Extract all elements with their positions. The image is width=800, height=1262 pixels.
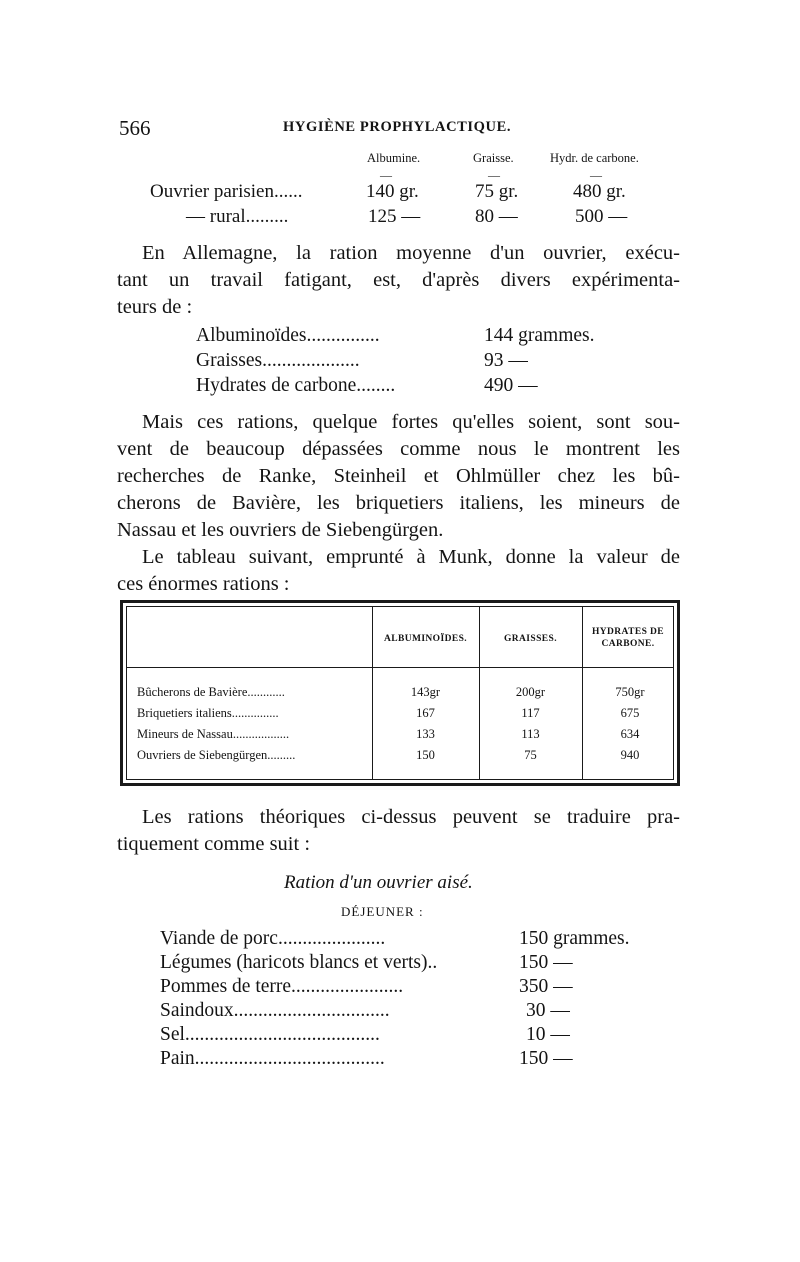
table-row-label: Briquetiers italiens............... — [137, 706, 279, 720]
list-item-label: Albuminoïdes............... — [196, 325, 380, 346]
table-cell: 940 — [620, 748, 640, 762]
list-item-value: 150 — — [519, 1048, 573, 1069]
list-item-label: Saindoux................................ — [160, 1000, 390, 1021]
table-cell: 133 — [416, 727, 435, 741]
paragraph: Mais ces rations, quelque fortes qu'elles soient, sont sou- vent de beaucoup dépassées comme nous le montrent les recherches de Ranke, Steinheil et Ohlmüller chez les bû- cherons de Bavière, les briquetiers italiens, les mineurs de Nassau et les ouvriers de Siebengürgen. — [117, 411, 680, 541]
table-cell: 75 — [524, 748, 537, 762]
list-item-label: Viande de porc...................... — [160, 928, 386, 949]
table-row-label: Bûcherons de Bavière............ — [137, 685, 285, 699]
list-item-value: 144 grammes. — [484, 325, 595, 346]
list-item-value: 490 — — [484, 375, 538, 396]
paragraph: Les rations théoriques ci-dessus peuvent se traduire pra- tiquement comme suit : — [117, 806, 680, 855]
table-cell: 125 — — [368, 206, 421, 227]
list-item-label: Pain....................................... — [160, 1048, 385, 1069]
table-row-label: Ouvrier parisien...... — [150, 181, 303, 202]
table-cell: 750gr — [615, 685, 645, 699]
running-title: HYGIÈNE PROPHYLACTIQUE. — [283, 119, 512, 135]
list-item-label: Graisses.................... — [196, 350, 360, 371]
paragraph: Le tableau suivant, emprunté à Munk, donne la valeur de ces énormes rations : — [117, 546, 680, 595]
ration-title: Ration d'un ouvrier aisé. — [284, 872, 473, 893]
table-row-label: Ouvriers de Siebengürgen......... — [137, 748, 296, 762]
table-cell: 80 — — [475, 206, 518, 227]
column-header: Albumine. — [367, 151, 421, 165]
list-item-label: Sel........................................ — [160, 1024, 380, 1045]
table-cell: 113 — [521, 727, 540, 741]
list-item-value: 10 — — [526, 1024, 570, 1045]
table-cell: 167 — [416, 706, 435, 720]
column-header: ALBUMINOÏDES. — [383, 634, 468, 644]
page-number: 566 — [119, 116, 151, 140]
table-row-label: Mineurs de Nassau.................. — [137, 727, 290, 741]
column-header: HYDRATES DE CARBONE. — [591, 627, 665, 649]
table-cell: 143gr — [410, 685, 441, 699]
meal-title: DÉJEUNER : — [341, 904, 424, 919]
table-cell: 500 — — [575, 206, 628, 227]
list-item-value: 350 — — [519, 976, 573, 997]
list-item-label: Légumes (haricots blancs et verts).. — [160, 952, 438, 973]
table-cell: 675 — [620, 706, 640, 720]
list-item-value: 93 — — [484, 350, 528, 371]
table-cell: 200gr — [515, 685, 546, 699]
column-header: GRAISSES. — [504, 634, 557, 644]
table-cell: 140 gr. — [366, 181, 419, 202]
table-row-label: — rural......... — [186, 206, 289, 227]
list-item-value: 150 grammes. — [519, 928, 630, 949]
list-item-label: Pommes de terre....................... — [160, 976, 404, 997]
list-item-label: Hydrates de carbone........ — [196, 375, 396, 396]
table-cell: 480 gr. — [573, 181, 626, 202]
column-header: Graisse. — [473, 151, 514, 165]
munk-rations-table — [120, 600, 680, 786]
table-cell: 75 gr. — [475, 181, 519, 202]
table-cell: 634 — [620, 727, 640, 741]
list-item-value: 30 — — [526, 1000, 570, 1021]
table-cell: 117 — [521, 706, 540, 720]
paragraph: En Allemagne, la ration moyenne d'un ouvrier, exécu- tant un travail fatigant, est, d'après divers expérimenta- teurs de : — [117, 242, 680, 318]
table-cell: 150 — [416, 748, 435, 762]
column-header: Hydr. de carbone. — [550, 151, 639, 165]
list-item-value: 150 — — [519, 952, 573, 973]
